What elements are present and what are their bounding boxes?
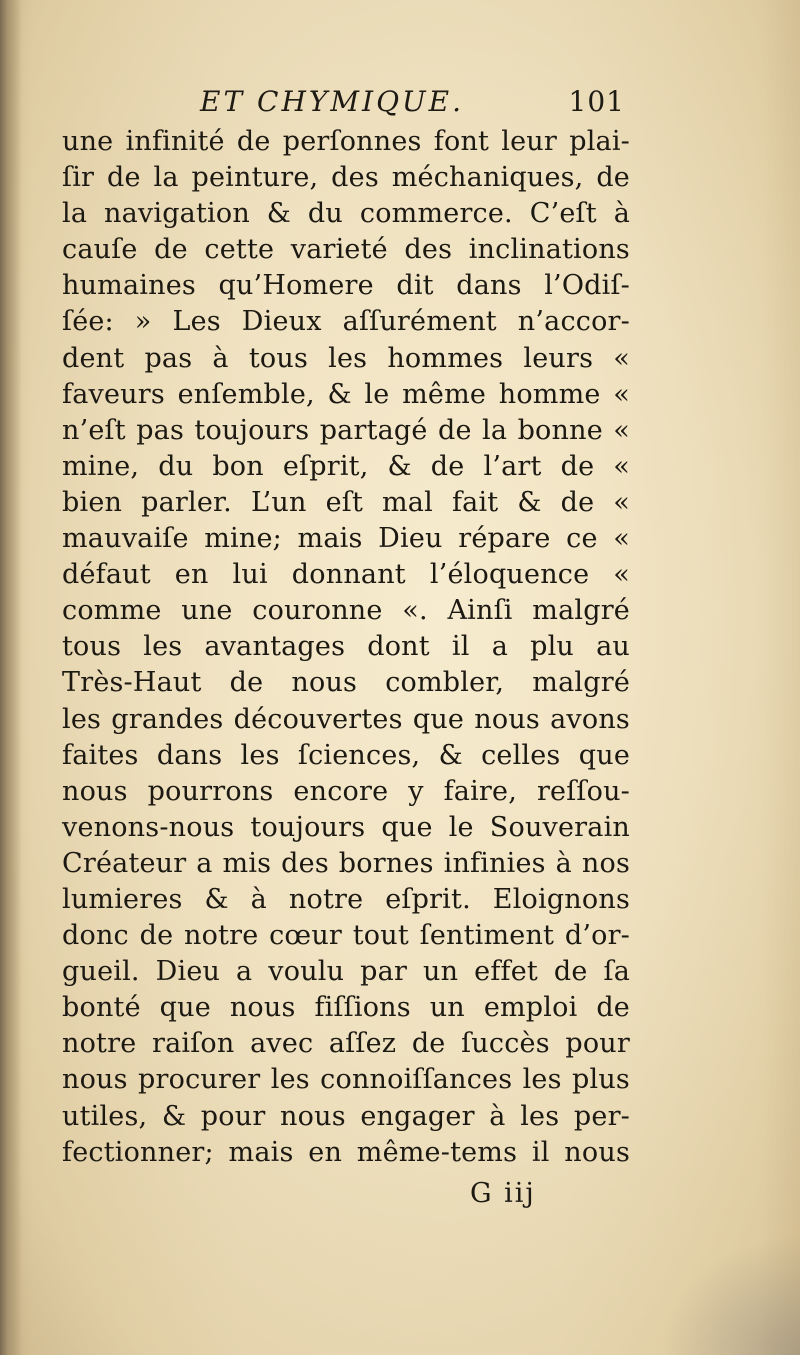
text-line: bien parler. L’un eſt mal fait & de « [62,486,630,518]
text-line: faveurs enſemble, & le même homme « [62,378,630,410]
text-line: n’eſt pas toujours partagé de la bonne « [62,414,630,446]
text-line: ſir de la peinture, des méchaniques, de [62,162,630,194]
text-line: notre raiſon avec aſſez de ſuccès pour [62,1028,630,1060]
page-number: 101 [568,85,625,118]
signature-mark: G iij [470,1178,536,1209]
running-head: ET CHYMIQUE. [200,85,464,118]
text-line: gueil. Dieu a voulu par un effet de ſa [62,956,630,988]
text-line: dent pas à tous les hommes leurs « [62,342,630,374]
page-corner-shadow [660,1235,800,1355]
text-line: bonté que nous fiſſions un emploi de [62,992,630,1024]
text-line: la navigation & du commerce. C’eſt à [62,198,630,230]
text-line: fectionner; mais en même-tems il nous [62,1136,630,1168]
page-header [200,84,625,120]
text-line: nous procurer les connoiſſances les plus [62,1064,630,1096]
body-text [62,124,630,1171]
text-line: lumieres & à notre eſprit. Eloignons [62,883,630,915]
text-line: mine, du bon eſprit, & de l’art de « [62,450,630,482]
text-line: défaut en lui donnant l’éloquence « [62,559,630,591]
page-gutter-shadow [0,0,22,1355]
text-line: humaines qu’Homere dit dans l’Odiſ- [62,270,630,302]
text-line: les grandes découvertes que nous avons [62,703,630,735]
text-line: utiles, & pour nous engager à les per- [62,1100,630,1132]
text-line: venons-nous toujours que le Souverain [62,811,630,843]
text-line: une infinité de perſonnes font leur plai- [62,126,630,157]
text-line: mauvaiſe mine; mais Dieu répare ce « [62,523,630,555]
text-line: Très-Haut de nous combler, malgré [62,667,630,699]
text-line: tous les avantages dont il a plu au [62,631,630,663]
text-line: cauſe de cette varieté des inclinations [62,234,630,266]
text-line: Créateur a mis des bornes infinies à nos [62,847,630,879]
text-line: donc de notre cœur tout ſentiment d’or- [62,920,630,952]
text-line: nous pourrons encore y faire, reſſou- [62,775,630,807]
text-line: ſée: » Les Dieux aſſurément n’accor- [62,306,630,338]
text-line: comme une couronne «. Ainſi malgré [62,595,630,627]
text-line: faites dans les ſciences, & celles que [62,739,630,771]
